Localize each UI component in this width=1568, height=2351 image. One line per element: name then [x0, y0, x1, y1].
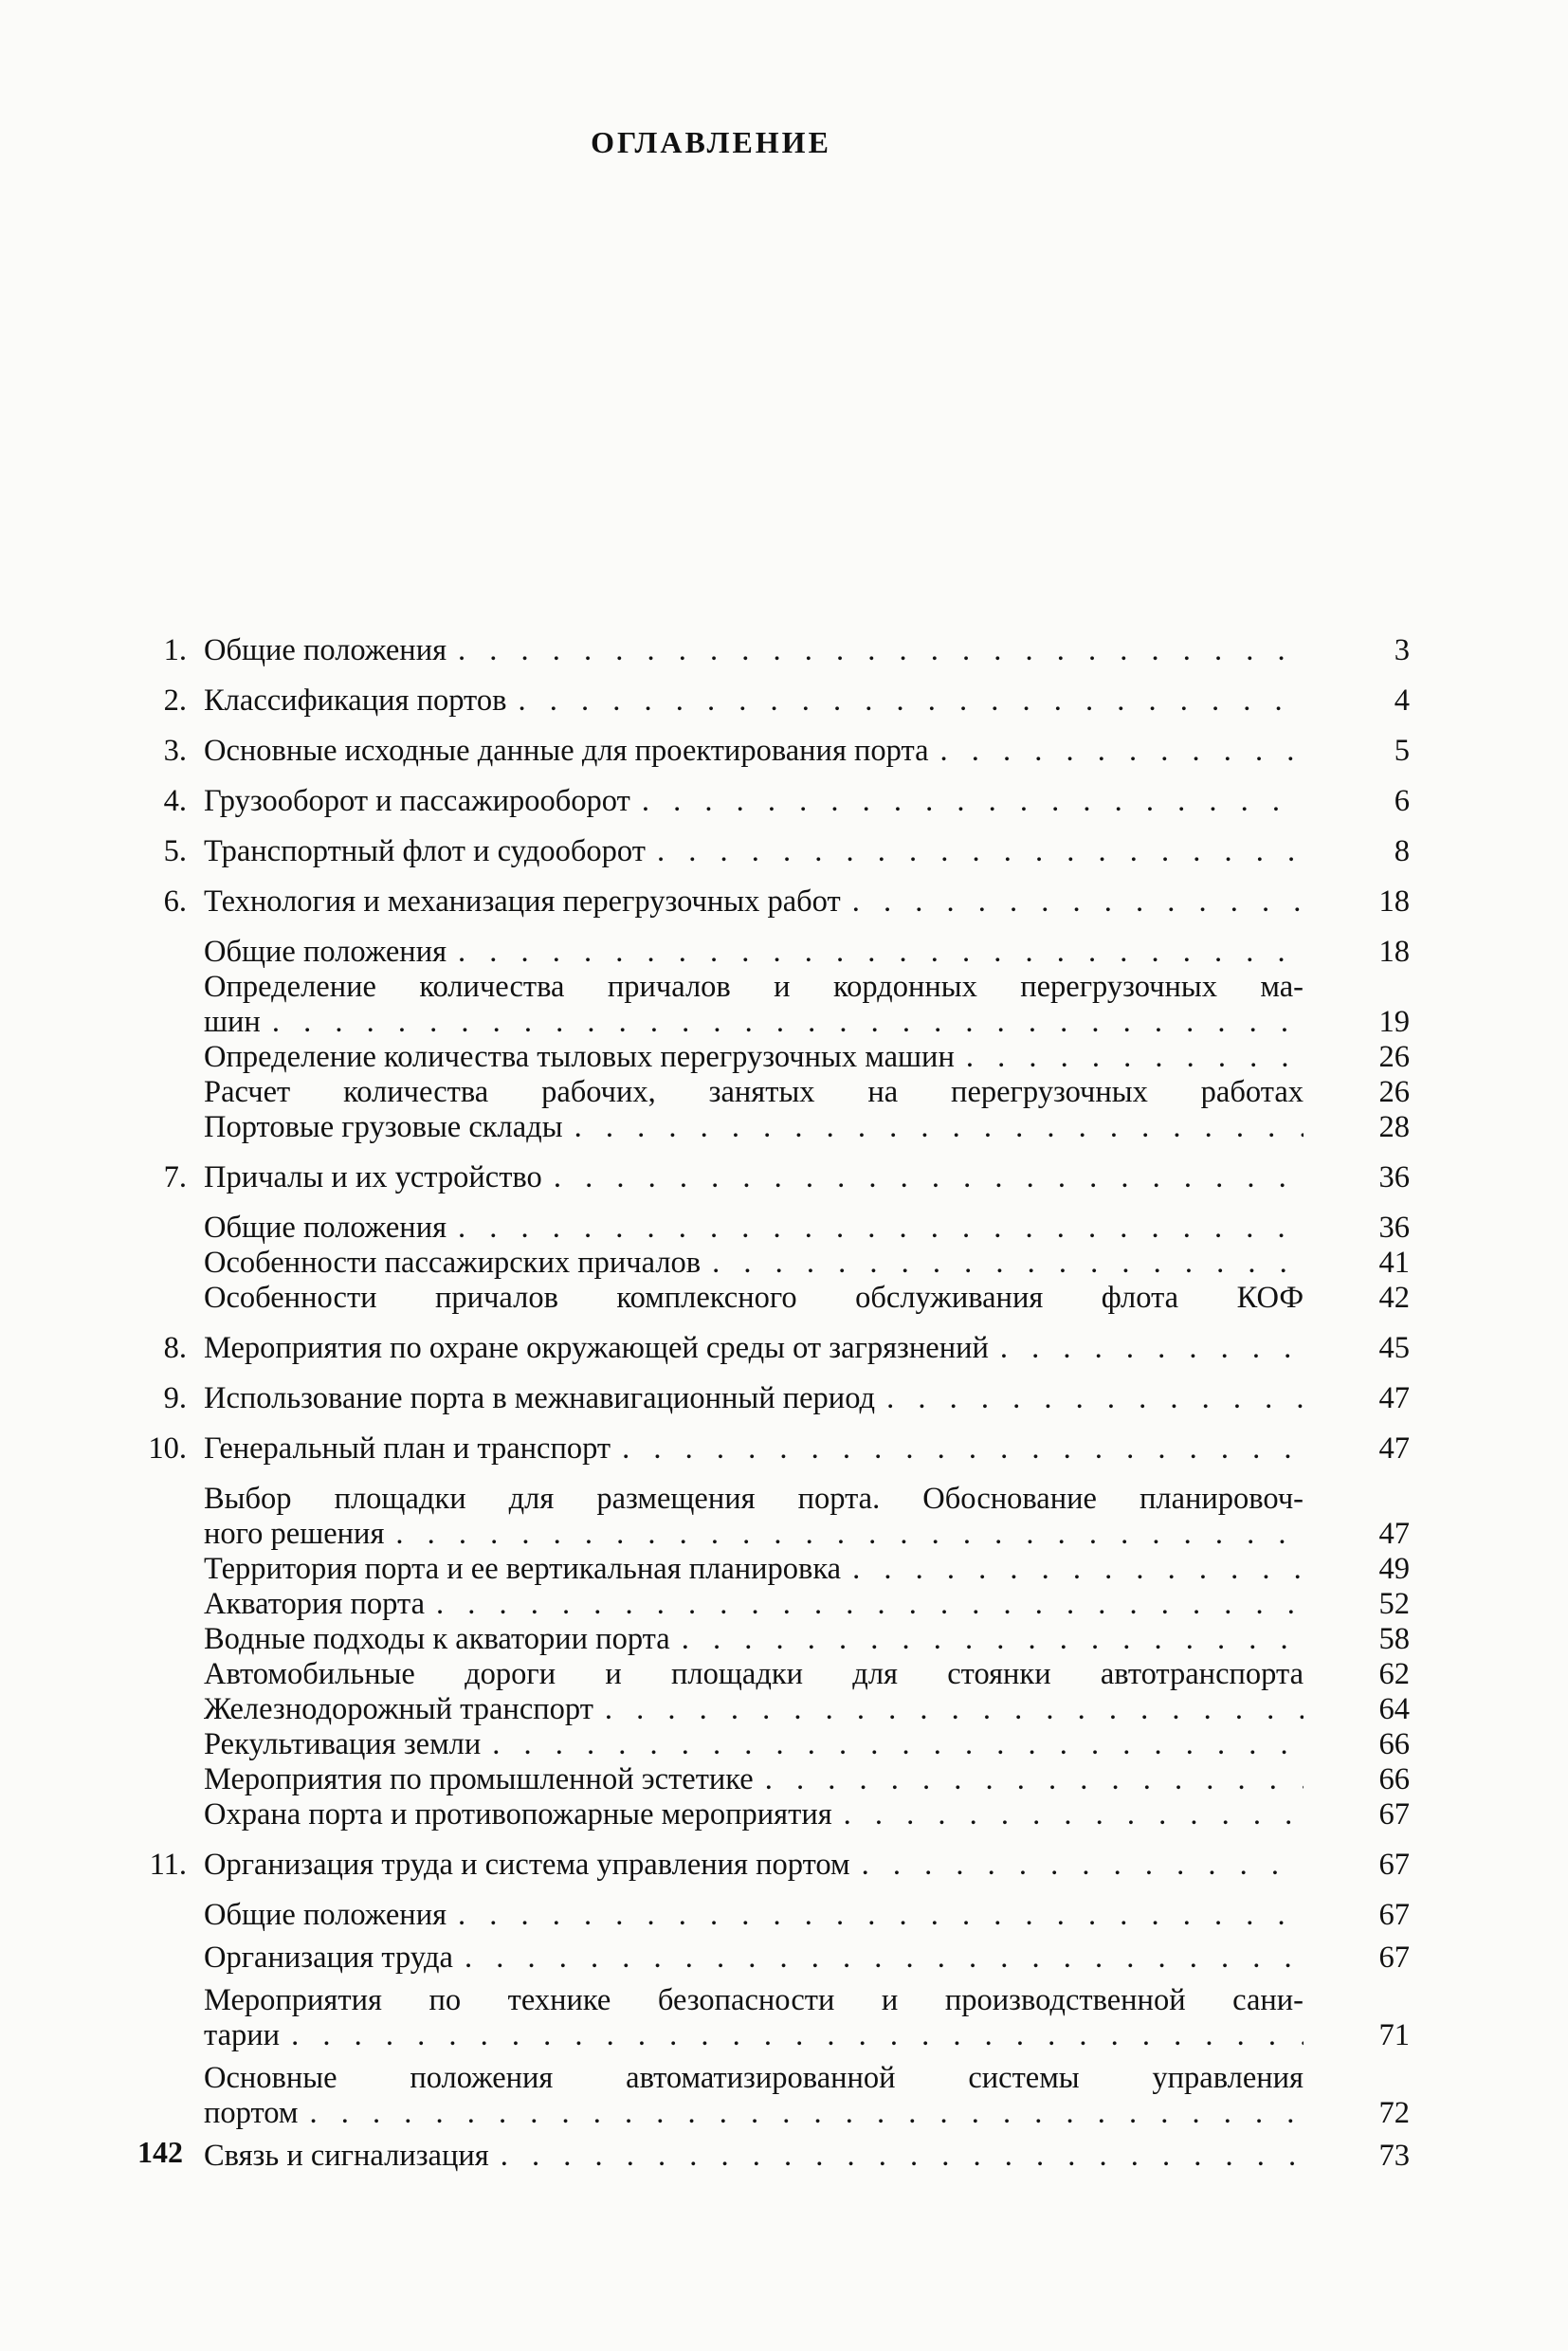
chapter-number: 9. [163, 1381, 187, 1415]
entry-title: ного решения [204, 1517, 385, 1551]
toc-chapter-9[interactable] [137, 1381, 1417, 1416]
page-ref: 67 [1378, 1941, 1410, 1975]
toc-chapter-7[interactable] [137, 1160, 1417, 1195]
chapter-number: 10. [148, 1431, 187, 1466]
entry-title: портом [204, 2096, 299, 2130]
entry-title: Организация труда [204, 1941, 453, 1975]
page-ref: 26 [1378, 1040, 1410, 1074]
page-ref: 49 [1378, 1552, 1410, 1586]
page-ref: 8 [1394, 834, 1410, 868]
page-ref: 26 [1378, 1075, 1410, 1109]
toc-chapter-2[interactable] [137, 683, 1417, 719]
toc-chapter-8[interactable] [137, 1331, 1417, 1366]
toc-subsection[interactable] [137, 1622, 1417, 1657]
page-ref: 19 [1378, 1005, 1410, 1039]
entry-title: Общие положения [204, 1898, 447, 1932]
entry-title: Мероприятия по охране окружающей среды от загрязнений [204, 1331, 989, 1365]
toc-subsection[interactable] [137, 1075, 1417, 1110]
entry-title: Особенности пассажирских причалов [204, 1246, 702, 1280]
entry-title: Особенности причалов комплексного обслуживания флота КОФ [204, 1281, 1304, 1315]
entry-title: Определение количества тыловых перегрузочных машин [204, 1040, 955, 1074]
entry-title: Связь и сигнализация [204, 2139, 489, 2173]
page-ref: 4 [1394, 683, 1410, 718]
toc-subsection[interactable] [137, 1587, 1417, 1622]
toc-subsection[interactable] [137, 1983, 1417, 2053]
entry-title-line1: Основные положения автоматизированной системы управления [204, 2061, 1304, 2095]
page-ref: 62 [1378, 1657, 1410, 1691]
entry-title: Классификация портов [204, 683, 507, 718]
entry-title: Организация труда и система управления портом [204, 1848, 850, 1882]
entry-title: Грузооборот и пассажирооборот [204, 784, 630, 818]
page-ref: 47 [1378, 1431, 1410, 1466]
page-ref: 58 [1378, 1622, 1410, 1656]
toc-subsection[interactable] [137, 970, 1417, 1040]
entry-title: Использование порта в межнавигационный период [204, 1381, 876, 1415]
page-ref: 66 [1378, 1727, 1410, 1761]
chapter-number: 3. [163, 734, 187, 768]
entry-title: Рекультивация земли [204, 1727, 482, 1761]
toc-chapter-4[interactable] [137, 784, 1417, 819]
toc-chapter-1[interactable] [137, 633, 1417, 668]
page-ref: 36 [1378, 1211, 1410, 1245]
chapter-number: 4. [163, 784, 187, 818]
page-title: ОГЛАВЛЕНИЕ [591, 125, 831, 159]
entry-title: Территория порта и ее вертикальная планировка [204, 1552, 842, 1586]
toc-subsection[interactable] [137, 1657, 1417, 1692]
toc-subsection[interactable] [137, 2139, 1417, 2174]
entry-title: Общие положения [204, 633, 447, 667]
toc-subsection[interactable] [137, 1246, 1417, 1281]
entry-title: Мероприятия по промышленной эстетике [204, 1762, 754, 1796]
toc-subsection[interactable] [137, 1898, 1417, 1933]
entry-title: Охрана порта и противопожарные мероприятия [204, 1797, 832, 1832]
toc-subsection[interactable] [137, 1552, 1417, 1587]
entry-title: Основные исходные данные для проектирования порта [204, 734, 929, 768]
toc-subsection[interactable] [137, 1110, 1417, 1145]
chapter-number: 1. [163, 633, 187, 667]
table-of-contents [137, 633, 1417, 2174]
page-ref: 71 [1378, 2018, 1410, 2052]
toc-chapter-3[interactable] [137, 734, 1417, 769]
toc-subsection[interactable] [137, 1941, 1417, 1976]
chapter-number: 6. [163, 884, 187, 919]
page-ref: 47 [1378, 1517, 1410, 1551]
entry-title: Транспортный флот и судооборот [204, 834, 646, 868]
chapter-number: 8. [163, 1331, 187, 1365]
toc-subsection[interactable] [137, 1692, 1417, 1727]
entry-title: Причалы и их устройство [204, 1160, 542, 1194]
entry-title-line1: Выбор площадки для размещения порта. Обоснование планировоч- [204, 1482, 1304, 1516]
entry-title: Генеральный план и транспорт [204, 1431, 611, 1466]
page-ref: 52 [1378, 1587, 1410, 1621]
entry-title: Общие положения [204, 1211, 447, 1245]
toc-chapter-10[interactable] [137, 1431, 1417, 1467]
chapter-number: 7. [163, 1160, 187, 1194]
page-ref: 5 [1394, 734, 1410, 768]
page-ref: 42 [1378, 1281, 1410, 1315]
toc-subsection[interactable] [137, 2061, 1417, 2131]
page-ref: 67 [1378, 1848, 1410, 1882]
page-ref: 67 [1378, 1898, 1410, 1932]
entry-title: Акватория порта [204, 1587, 425, 1621]
page-ref: 64 [1378, 1692, 1410, 1726]
entry-title: тарии [204, 2018, 281, 2052]
entry-title: Портовые грузовые склады [204, 1110, 563, 1144]
page-ref: 41 [1378, 1246, 1410, 1280]
entry-title: Общие положения [204, 935, 447, 969]
toc-chapter-6[interactable] [137, 884, 1417, 920]
page-ref: 36 [1378, 1160, 1410, 1194]
toc-subsection[interactable] [137, 1762, 1417, 1797]
page-number: 142 [137, 2135, 183, 2169]
toc-chapter-5[interactable] [137, 834, 1417, 869]
toc-subsection[interactable] [137, 1281, 1417, 1316]
page-ref: 45 [1378, 1331, 1410, 1365]
chapter-number: 2. [163, 683, 187, 718]
page-ref: 6 [1394, 784, 1410, 818]
toc-subsection[interactable] [137, 1040, 1417, 1075]
page-ref: 3 [1394, 633, 1410, 667]
entry-title: Расчет количества рабочих, занятых на перегрузочных работах [204, 1075, 1304, 1109]
toc-subsection[interactable] [137, 1482, 1417, 1552]
toc-subsection[interactable] [137, 935, 1417, 970]
page-ref: 47 [1378, 1381, 1410, 1415]
entry-title: Железнодорожный транспорт [204, 1692, 593, 1726]
page-ref: 66 [1378, 1762, 1410, 1796]
page-ref: 18 [1378, 884, 1410, 919]
entry-title-line1: Мероприятия по технике безопасности и производственной сани- [204, 1983, 1304, 2017]
entry-title: Автомобильные дороги и площадки для стоянки автотранспорта [204, 1657, 1304, 1691]
entry-title: Технология и механизация перегрузочных работ [204, 884, 841, 919]
page-ref: 28 [1378, 1110, 1410, 1144]
entry-title: шин [204, 1005, 261, 1039]
toc-subsection[interactable] [137, 1211, 1417, 1246]
entry-title: Водные подходы к акватории порта [204, 1622, 670, 1656]
toc-chapter-11[interactable] [137, 1848, 1417, 1883]
chapter-number: 5. [163, 834, 187, 868]
page-ref: 67 [1378, 1797, 1410, 1832]
toc-subsection[interactable] [137, 1727, 1417, 1762]
entry-title-line1: Определение количества причалов и кордонных перегрузочных ма- [204, 970, 1304, 1004]
page-ref: 72 [1378, 2096, 1410, 2130]
toc-subsection[interactable] [137, 1797, 1417, 1832]
chapter-number: 11. [149, 1848, 187, 1882]
page-ref: 73 [1378, 2139, 1410, 2173]
page-ref: 18 [1378, 935, 1410, 969]
